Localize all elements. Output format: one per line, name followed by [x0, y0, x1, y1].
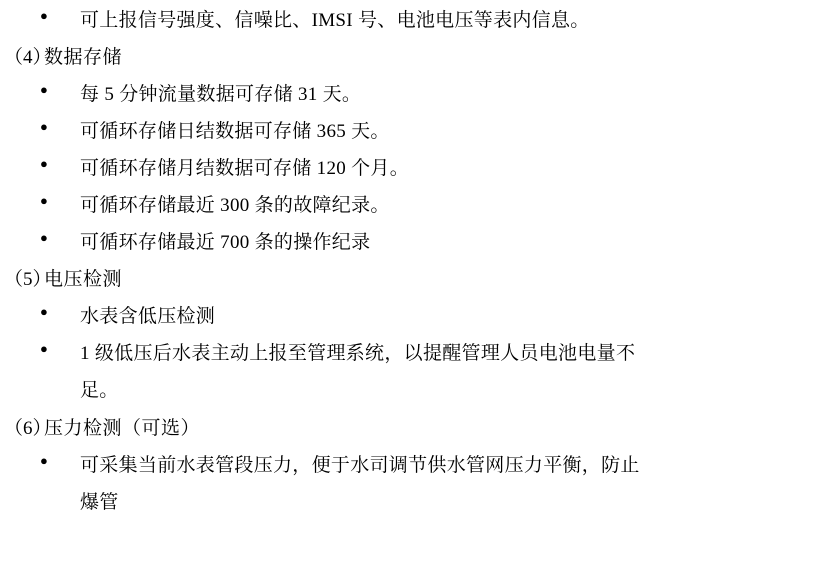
list-item [0, 150, 826, 187]
section-heading [0, 39, 826, 76]
list-item-text [80, 447, 640, 521]
list-item-text: 可循环存储最近 300 条的故障纪录。 [80, 195, 390, 217]
list-item-text: 可循环存储最近 700 条的操作纪录 [80, 232, 371, 254]
section-title: 数据存储 [44, 47, 123, 69]
bullet-icon: ● [40, 156, 48, 172]
list-item-line-continued: 爆管 [80, 491, 119, 513]
bullet-icon: ● [40, 119, 48, 135]
bullet-icon: ● [40, 452, 48, 468]
list-item [0, 76, 826, 113]
list-item-line: 可采集当前水表管段压力，便于水司调节供水管网压力平衡，防止 [80, 454, 640, 476]
list-item [0, 224, 826, 261]
bullet-icon: ● [40, 304, 48, 320]
section-heading [0, 261, 826, 298]
list-item-line-continued: 足。 [80, 380, 119, 402]
list-item [0, 298, 826, 335]
list-item-line: 1 级低压后水表主动上报至管理系统，以提醒管理人员电池电量不 [80, 343, 636, 365]
bullet-icon: ● [40, 193, 48, 209]
bullet-icon: ● [40, 8, 48, 23]
section-heading [0, 410, 826, 447]
section-title: 电压检测 [44, 269, 123, 291]
list-item [0, 2, 826, 39]
list-item-text: 可上报信号强度、信噪比、IMSI 号、电池电压等表内信息。 [80, 10, 590, 31]
section-title: 压力检测（可选） [44, 417, 201, 439]
list-item [0, 447, 826, 521]
list-item-text: 可循环存储日结数据可存储 365 天。 [80, 121, 390, 143]
list-item [0, 113, 826, 150]
list-item-text [80, 335, 635, 409]
list-item [0, 187, 826, 224]
bullet-icon: ● [40, 230, 48, 246]
list-item-text: 每 5 分钟流量数据可存储 31 天。 [80, 84, 362, 106]
list-item [0, 335, 826, 409]
bullet-icon: ● [40, 82, 48, 98]
section-number: （6） [4, 417, 52, 439]
section-number: （4） [4, 47, 52, 69]
section-number: （5） [4, 269, 52, 291]
list-item-text: 水表含低压检测 [80, 306, 216, 328]
list-item-text: 可循环存储月结数据可存储 120 个月。 [80, 158, 410, 180]
bullet-icon: ● [40, 341, 48, 357]
